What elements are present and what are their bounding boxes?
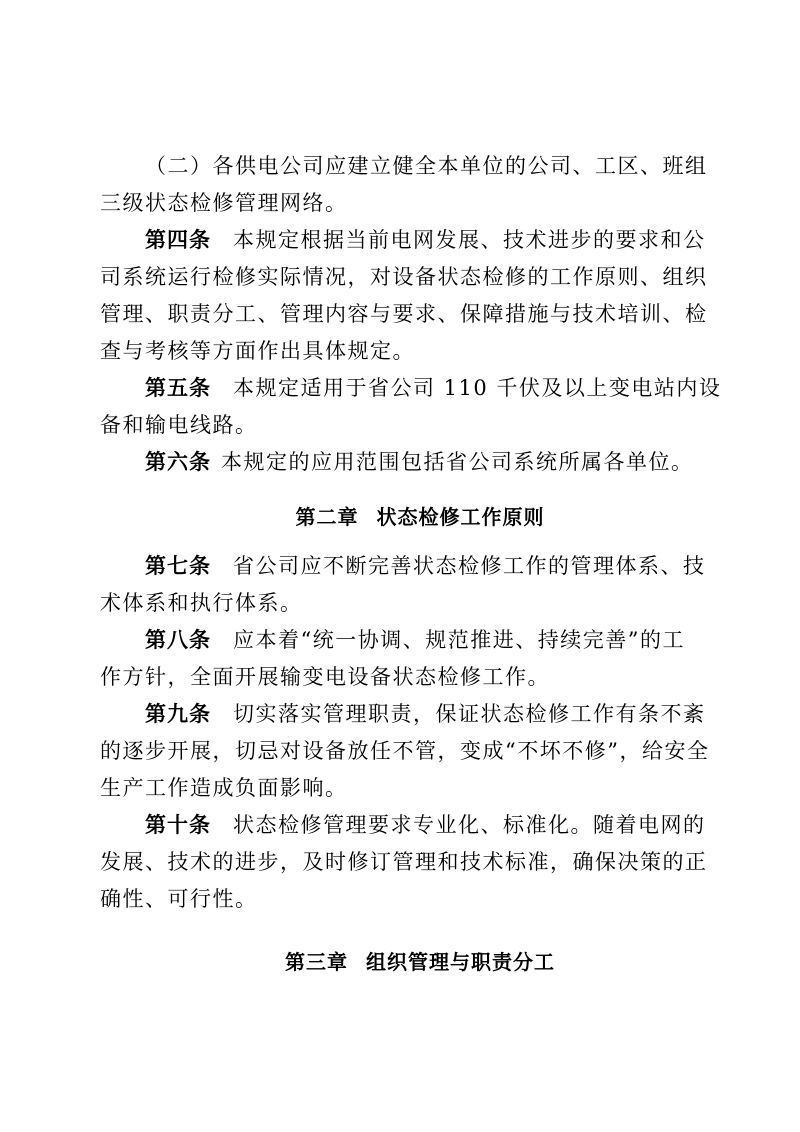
article-6-label: 第六条 xyxy=(145,450,211,474)
article-8-paragraph xyxy=(100,622,695,696)
chapter-3-heading xyxy=(145,944,695,981)
article-10-line-2: 发展、技术的进步，及时修订管理和技术标准，确保决策的正 xyxy=(100,850,708,874)
article-7-line-2: 术体系和执行体系。 xyxy=(100,591,303,615)
clause-2-line-2: 三级状态检修管理网络。 xyxy=(100,191,348,215)
article-7-paragraph xyxy=(100,548,706,622)
chapter-3-title: 组织管理与职责分工 xyxy=(366,950,555,974)
chapter-2-number: 第二章 xyxy=(295,505,359,529)
article-8-line-1: 应本着“统一协调、规范推进、持续完善”的工 xyxy=(233,628,685,652)
article-10-line-1: 状态检修管理要求专业化、标准化。随着电网的 xyxy=(233,813,706,837)
article-10-label: 第十条 xyxy=(145,813,211,837)
clause-2-line-1: （二）各供电公司应建立健全本单位的公司、工区、班组 xyxy=(145,154,708,178)
article-4-label: 第四条 xyxy=(145,228,211,252)
article-5-line-2: 备和输电线路。 xyxy=(100,413,258,437)
article-10-paragraph xyxy=(100,807,708,918)
article-4-line-1: 本规定根据当前电网发展、技术进步的要求和公 xyxy=(233,228,706,252)
article-5-line-1: 本规定适用于省公司 110 千伏及以上变电站内设 xyxy=(233,376,722,400)
article-9-line-1: 切实落实管理职责，保证状态检修工作有条不紊 xyxy=(233,702,706,726)
article-10-line-3: 确性、可行性。 xyxy=(100,887,258,911)
article-5-label: 第五条 xyxy=(145,376,211,400)
article-8-label: 第八条 xyxy=(145,628,211,652)
article-6-line-1: 本规定的应用范围包括省公司系统所属各单位。 xyxy=(221,450,694,474)
article-4-line-3: 管理、职责分工、管理内容与要求、保障措施与技术培训、检 xyxy=(100,302,708,326)
chapter-3-number: 第三章 xyxy=(285,950,348,974)
article-4-line-4: 查与考核等方面作出具体规定。 xyxy=(100,339,415,363)
document-page xyxy=(100,148,722,981)
article-9-paragraph xyxy=(100,696,710,807)
chapter-2-title: 状态检修工作原则 xyxy=(376,505,545,529)
clause-2-paragraph xyxy=(100,148,708,222)
article-4-paragraph xyxy=(100,222,708,370)
article-4-line-2: 司系统运行检修实际情况，对设备状态检修的工作原则、组织 xyxy=(100,265,708,289)
article-7-label: 第七条 xyxy=(145,554,211,578)
article-9-line-2: 的逐步开展，切忌对设备放任不管，变成“不坏不修”，给安全 xyxy=(100,739,710,763)
article-8-line-2: 作方针，全面开展输变电设备状态检修工作。 xyxy=(100,665,550,689)
article-9-line-3: 生产工作造成负面影响。 xyxy=(100,776,348,800)
chapter-2-heading xyxy=(145,499,695,536)
article-9-label: 第九条 xyxy=(145,702,211,726)
article-6-paragraph xyxy=(145,444,695,481)
article-5-paragraph xyxy=(100,370,722,444)
article-7-line-1: 省公司应不断完善状态检修工作的管理体系、技 xyxy=(233,554,706,578)
